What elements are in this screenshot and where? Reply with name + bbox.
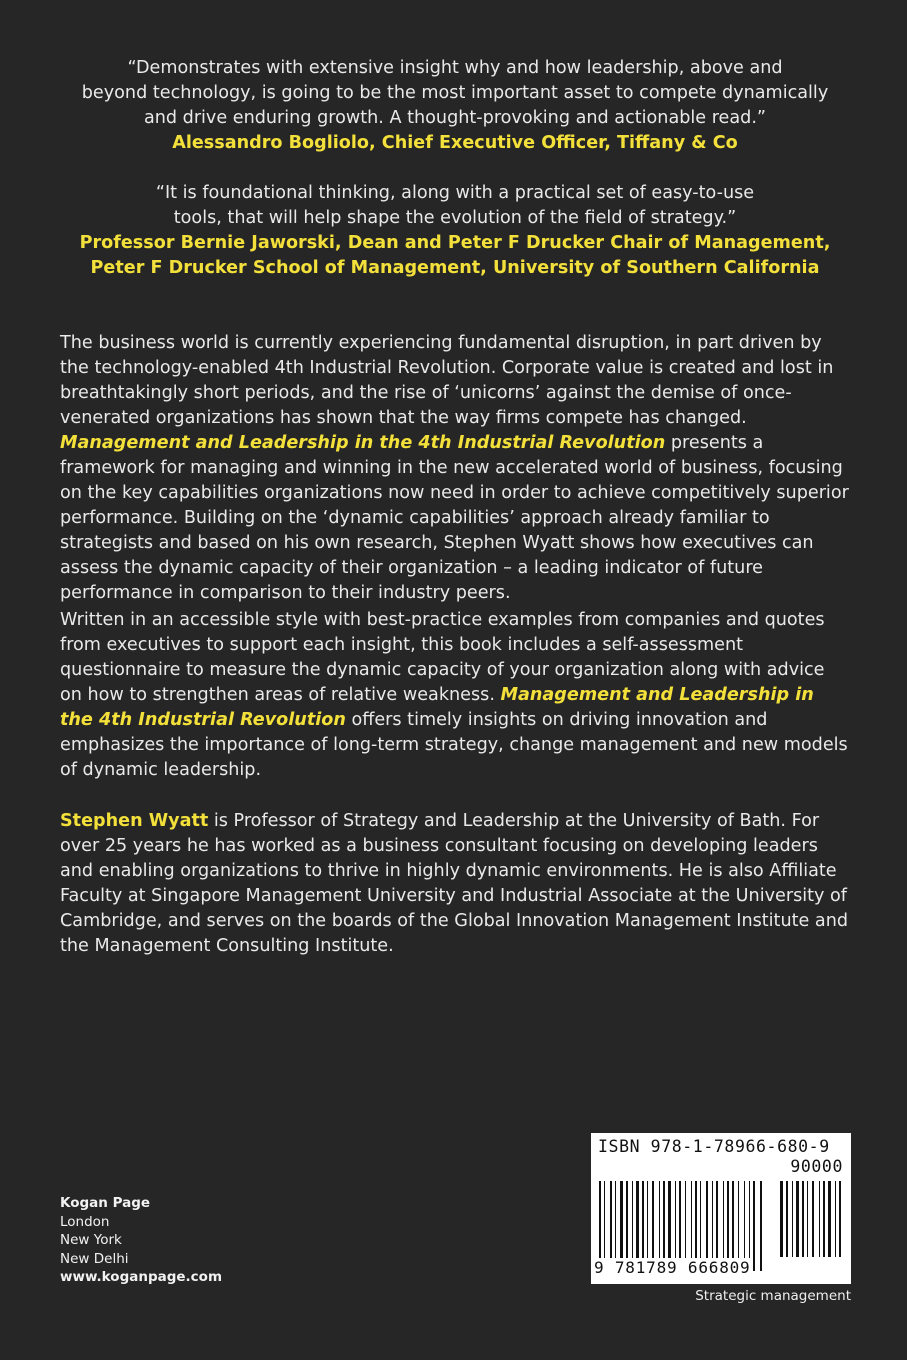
endorsement-quote-1 bbox=[60, 56, 850, 156]
book-title: Management and Leadership in the 4th Industrial Revolution bbox=[60, 433, 666, 453]
quote-line: “It is foundational thinking, along with a practical set of easy-to-use bbox=[155, 183, 755, 203]
barcode-bar bbox=[802, 1181, 804, 1257]
barcode-bar bbox=[835, 1181, 836, 1257]
endorsement-quote-2 bbox=[60, 181, 850, 281]
publisher-block bbox=[60, 1194, 222, 1287]
barcode-bar bbox=[823, 1181, 825, 1257]
quote-line: and drive enduring growth. A thought-provoking and actionable read.” bbox=[143, 108, 767, 128]
quote-attribution: Professor Bernie Jaworski, Dean and Peter F Drucker Chair of Management, bbox=[79, 233, 831, 253]
quote-line: “Demonstrates with extensive insight why and how leadership, above and bbox=[127, 58, 783, 78]
isbn-label: ISBN 978-1-78966-680-9 bbox=[598, 1137, 830, 1156]
description-text: offers timely insights on driving innovation and emphasizes the importance of long-term strategy, change management and new models of dynamic leadership. bbox=[60, 710, 848, 780]
barcode-bar bbox=[828, 1181, 831, 1257]
barcode-bar bbox=[760, 1181, 762, 1271]
barcode-bar bbox=[839, 1181, 841, 1257]
barcode-bar bbox=[796, 1181, 799, 1257]
author-bio-text: is Professor of Strategy and Leadership at the University of Bath. For over 25 years he has worked as a business consultant focusing on developing leaders and enabling organizations to thrive in highly dynamic environments. He is also Affiliate Faculty at Singapore Management University and Industrial Associate at the University of Cambridge, and serves on the boards of the Global Innovation Management Institute and the Management Consulting Institute. bbox=[60, 811, 849, 956]
description-paragraph-1 bbox=[60, 331, 850, 606]
price-code: 90000 bbox=[790, 1157, 843, 1176]
isbn-barcode bbox=[591, 1133, 851, 1284]
barcode-bar bbox=[807, 1181, 808, 1257]
publisher-city: New Delhi bbox=[60, 1250, 129, 1267]
quote-attribution: Peter F Drucker School of Management, University of Southern California bbox=[90, 258, 820, 278]
barcode-bar bbox=[812, 1181, 814, 1257]
description-paragraph-2 bbox=[60, 608, 850, 783]
description-text: presents a framework for managing and winning in the new accelerated world of business, focusing on the key capabilities organizations now need in order to achieve competitively superior performance. Building on the ‘dynamic capabilities’ approach already familiar to strategists and based on his own research, Stephen Wyatt shows how executives can assess the dynamic capacity of their organization – a leading indicator of future performance in comparison to their industry peers. bbox=[60, 433, 849, 603]
publisher-city: New York bbox=[60, 1232, 122, 1248]
quote-line: tools, that will help shape the evolution of the field of strategy.” bbox=[173, 208, 737, 228]
description-text: Written in an accessible style with best-practice examples from companies and quotes from executives to support each insight, this book includes a self-assessment questionnaire to measure the dynamic capacity of your organization along with advice on how to strengthen areas of relative weakness. bbox=[60, 610, 825, 705]
barcode-bar bbox=[819, 1181, 820, 1257]
publisher-website: www.koganpage.com bbox=[60, 1269, 223, 1285]
quote-line: beyond technology, is going to be the most important asset to compete dynamically bbox=[81, 83, 829, 103]
subject-category: Strategic management bbox=[695, 1288, 851, 1304]
barcode-bar bbox=[780, 1181, 783, 1257]
author-name: Stephen Wyatt bbox=[60, 811, 209, 831]
publisher-city: London bbox=[60, 1213, 110, 1230]
barcode-bar bbox=[786, 1181, 788, 1257]
barcode-bar bbox=[753, 1181, 755, 1271]
barcode-bar bbox=[792, 1181, 793, 1257]
author-bio bbox=[60, 809, 850, 959]
ean-digits: 9 781789 666809 bbox=[594, 1258, 751, 1277]
book-title: Management and Leadership in the 4th Industrial Revolution bbox=[60, 685, 814, 730]
publisher-name: Kogan Page bbox=[60, 1195, 151, 1211]
quote-attribution: Alessandro Bogliolo, Chief Executive Officer, Tiffany & Co bbox=[172, 133, 738, 153]
description-text: The business world is currently experiencing fundamental disruption, in part driven by the technology-enabled 4th Industrial Revolution. Corporate value is created and lost in breathtakingly short periods, and the rise of ‘unicorns’ against the demise of once-venerated organizations has shown that the way firms compete has changed. bbox=[60, 333, 834, 428]
